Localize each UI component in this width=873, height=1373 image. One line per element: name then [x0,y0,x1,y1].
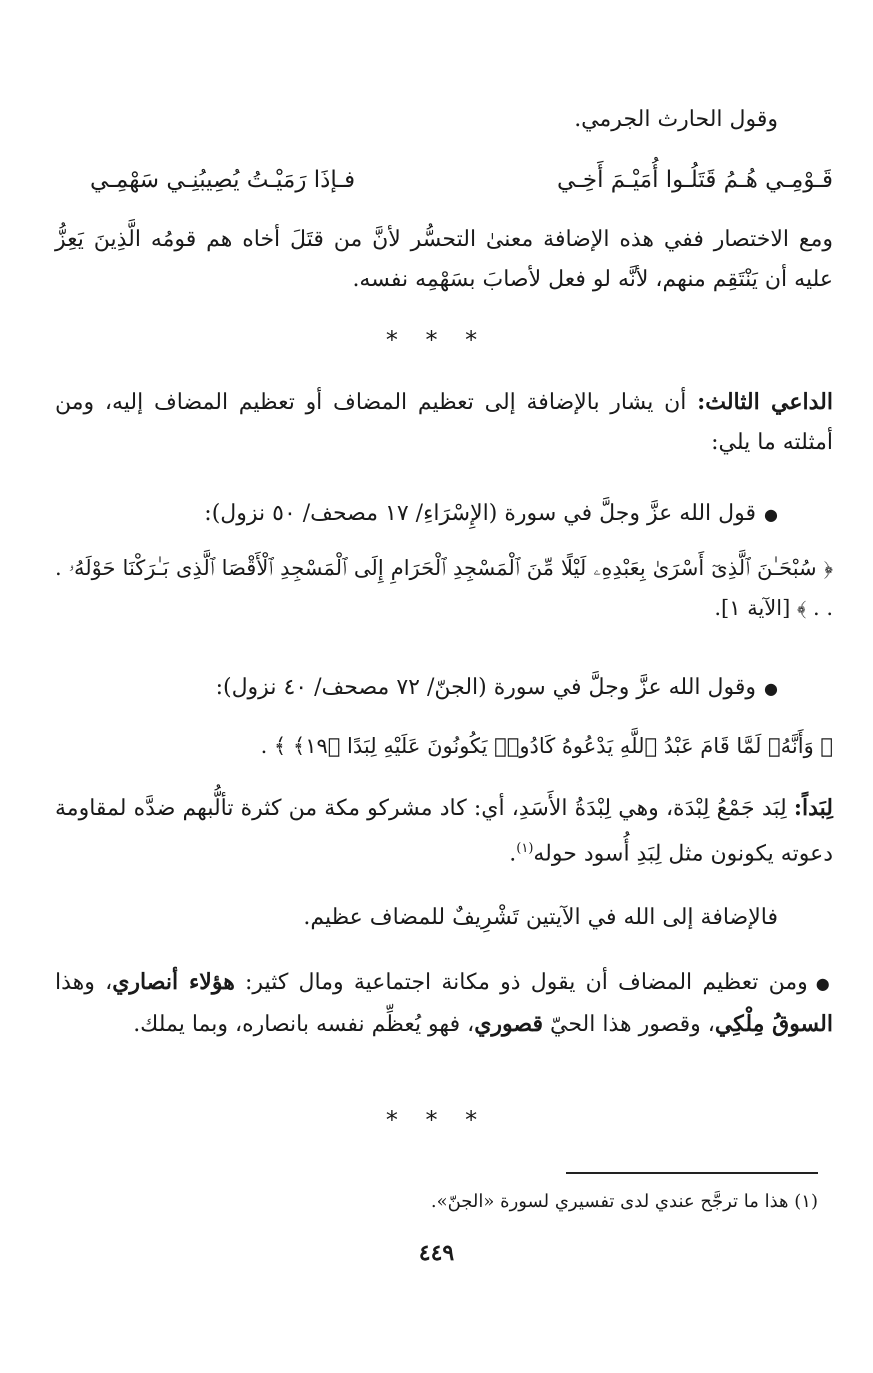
example-2-intro-text: وقول الله عزَّ وجلَّ في سورة (الجنّ/ ٧٢ مصحف/ ٤٠ نزول): [215,675,757,700]
bullet-icon: ● [764,679,778,698]
explanation-paragraph [55,788,833,874]
page-number: ٤٤٩ [418,1240,455,1266]
separator-stars: * * * [385,326,488,354]
quran-verse-2: ﴿ وَأَنَّهُۥ لَمَّا قَامَ عَبْدُ ٱللَّهِ يَدْعُوهُ كَادُوا۟ يَكُونُونَ عَلَيْهِ لِبَدًا ﴿١٩﴾ ﴾ . [260,734,833,758]
example-1-intro [204,494,778,535]
footnote: (١) هذا ما ترجَّح عندي لدى تفسيري لسورة «الجنّ». [430,1191,818,1212]
paragraph-3 [55,962,833,1045]
paragraph-2: فالإضافة إلى الله في الآيتين تَشْرِيفٌ للمضاف عظيم. [303,905,778,930]
example-2-intro [216,668,778,709]
intro-line: وقول الحارث الجرمي. [574,107,778,132]
explanation-end: . [509,841,517,867]
paragraph-1: ومع الاختصار ففي هذه الإضافة معنىٰ التحسُّر لأنَّ من قتَلَ أخاه هم قومُه الَّذِينَ يَعِزُّ عليه أن يَنْتَقِم منهم، لأنَّه لو فعل لأصابَ بسَهْمِه نفسه. [55,227,833,292]
paragraph-3-text-d: ، فهو يُعظِّم نفسه بانصاره، وبما يملك. [133,1012,475,1037]
explanation-text: لِبَد جَمْعُ لِبْدَة، وهي لِبْدَةُ الأَسَدِ، أي: كاد مشركو مكة من كثرة تألُّبهم ضدَّه لمقاومة دعوته يكونون مثل لِبَدِ أُسود حوله [55,796,833,867]
bold-phrase-qusuri: قصوري [474,1011,543,1037]
bullet-icon: ● [764,505,778,524]
quran-verse-1: ﴿ سُبْحَـٰنَ ٱلَّذِىٓ أَسْرَىٰ بِعَبْدِهِۦ لَيْلًا مِّنَ ٱلْمَسْجِدِ ٱلْحَرَامِ إِلَى ٱلْمَسْجِدِ ٱلْأَقْصَا ٱلَّذِى بَـٰرَكْنَا حَوْلَهُۥ . . . ﴾ [55,556,833,620]
example-1-intro-text: قول الله عزَّ وجلَّ في سورة (الإِسْرَاءِ/ ١٧ مصحف/ ٥٠ نزول): [204,501,757,526]
verse-first-hemistich: قَـوْمِـي هُـمُ قَتَلُـوا أُمَيْـمَ أَخِـي [556,167,833,193]
paragraph-3-text-a: ومن تعظيم المضاف أن يقول ذو مكانة اجتماعية ومال كثير: [234,970,808,995]
footnote-mark: (١) [516,841,534,856]
quran-verse-1-ref: [الآية ١]. [714,596,797,620]
third-motive-paragraph [55,382,833,463]
paragraph-3-text-b: ، وهذا [55,970,113,995]
example-1-quran [55,548,833,628]
paragraph-3-text-c: ، وقصور هذا الحيّ [543,1012,715,1037]
third-motive-label: الداعي الثالث: [697,389,834,415]
footnote-divider [566,1172,818,1174]
third-motive-text: أن يشار بالإضافة إلى تعظيم المضاف أو تعظيم المضاف إليه، ومن أمثلته ما يلي: [55,390,833,455]
bold-phrase-milki: السوقُ مِلْكِي [714,1011,833,1037]
explanation-label: لِبَداً: [793,795,833,821]
bullet-icon: ● [815,974,833,993]
verse-second-hemistich: فـإذَا رَمَيْـتُ يُصِيبُنِـي سَهْمِـي [90,167,356,193]
bold-phrase-ansari: هؤلاء أنصاري [112,969,235,995]
separator-stars-2: * * * [385,1106,488,1134]
